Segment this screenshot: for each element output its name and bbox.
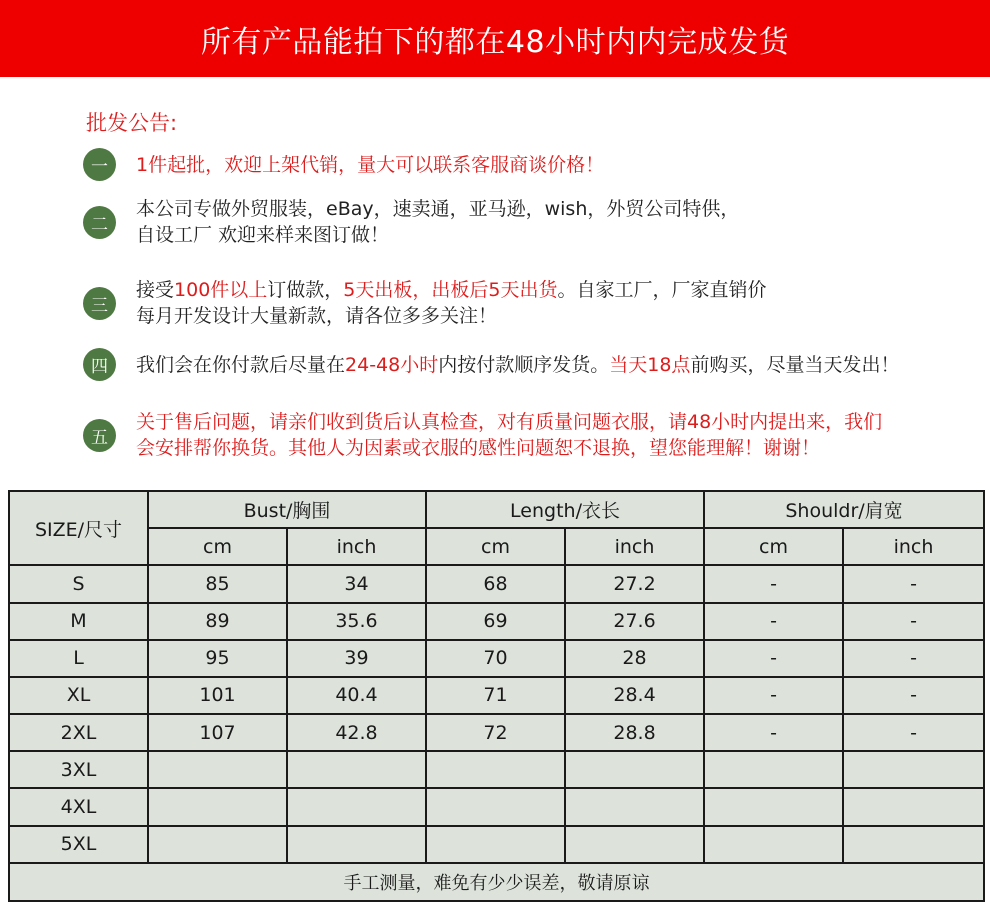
notice-line [136,196,739,222]
table-row [9,788,984,825]
highlight-text: 1件起批，欢迎上架代销，量大可以联系客服商谈价格！ [136,153,605,176]
plain-text: 自设工厂 欢迎来样来图订做！ [136,224,390,246]
unit-header: cm [704,528,843,565]
notice-text [136,277,767,329]
plain-text: 接受 [136,279,175,301]
highlight-text: 当天18点 [609,353,691,376]
group-header-length: Length/衣长 [426,491,704,528]
measure-cell [843,788,984,825]
notice-title: 批发公告: [86,111,178,135]
measure-cell [148,788,287,825]
measure-cell: 72 [426,714,565,751]
size-header: SIZE/尺寸 [9,491,148,565]
measure-cell [287,751,426,788]
measure-cell [704,826,843,863]
shipping-banner: 所有产品能拍下的都在48小时内内完成发货 [0,0,990,77]
measure-cell: 85 [148,565,287,602]
table-row [9,603,984,640]
table-row [9,826,984,863]
size-label-cell: M [9,603,148,640]
number-badge-icon: 一 [83,148,116,181]
notice-item [83,409,882,461]
measure-cell: 42.8 [287,714,426,751]
unit-header: cm [426,528,565,565]
measure-cell: 68 [426,565,565,602]
notice-text [136,352,899,378]
table-footer-row [9,863,984,901]
table-row [9,677,984,714]
notice-line [136,277,767,303]
notice-line [136,435,882,461]
measure-cell: - [704,640,843,677]
plain-text: 。自家工厂，厂家直销价 [557,279,767,301]
unit-header: inch [843,528,984,565]
notice-text [136,152,604,178]
measure-cell: 89 [148,603,287,640]
measure-cell: 107 [148,714,287,751]
notice-item [83,196,739,248]
unit-header: inch [287,528,426,565]
notice-text [136,196,739,248]
measure-cell [426,751,565,788]
size-label-cell: 4XL [9,788,148,825]
measure-cell [704,751,843,788]
measure-cell [843,751,984,788]
notice-item [83,277,767,329]
measure-cell: - [843,603,984,640]
size-label-cell: S [9,565,148,602]
measure-cell: 39 [287,640,426,677]
plain-text: 订做款， [267,279,344,301]
notice-text [136,409,882,461]
number-badge-icon: 二 [83,206,116,239]
measure-cell [843,826,984,863]
measure-cell [148,751,287,788]
measure-cell [148,826,287,863]
highlight-text: 100件以上 [174,279,268,301]
measure-cell: 34 [287,565,426,602]
measure-cell: - [843,714,984,751]
plain-text: 本公司专做外贸服装，eBay，速卖通，亚马逊，wish，外贸公司特供， [136,198,740,220]
measure-cell: 35.6 [287,603,426,640]
plain-text: 每月开发设计大量新款，请各位多多关注！ [136,305,498,327]
measure-cell [426,788,565,825]
highlight-text: 24-48小时 [345,353,439,376]
size-label-cell: 2XL [9,714,148,751]
group-header-shoulder: Shouldr/肩宽 [704,491,984,528]
measurement-note: 手工测量，难免有少少误差，敬请原谅 [9,863,984,901]
notice-line [136,303,767,329]
measure-cell: - [843,677,984,714]
table-row [9,565,984,602]
table-row [9,751,984,788]
notice-item [83,148,604,181]
size-label-cell: 3XL [9,751,148,788]
size-chart-table [8,490,985,902]
number-badge-icon: 三 [83,287,116,320]
size-label-cell: XL [9,677,148,714]
highlight-text: 5天出板，出板后5天出货 [343,279,558,301]
highlight-text: 会安排帮你换货。其他人为因素或衣服的感性问题恕不退换，望您能理解！谢谢！ [136,437,821,459]
measure-cell: 40.4 [287,677,426,714]
measure-cell [565,826,704,863]
measure-cell: - [704,565,843,602]
measure-cell: 71 [426,677,565,714]
measure-cell: 28.4 [565,677,704,714]
size-label-cell: L [9,640,148,677]
notice-line [136,409,882,435]
table-row [9,714,984,751]
group-header-bust: Bust/胸围 [148,491,426,528]
unit-header: cm [148,528,287,565]
measure-cell: 69 [426,603,565,640]
unit-header: inch [565,528,704,565]
notice-line [136,152,604,178]
measure-cell: 27.2 [565,565,704,602]
measure-cell: 27.6 [565,603,704,640]
measure-cell [287,788,426,825]
measure-cell: 95 [148,640,287,677]
measure-cell: 28.8 [565,714,704,751]
number-badge-icon: 四 [83,348,116,381]
notice-line [136,352,899,378]
measure-cell: - [843,640,984,677]
highlight-text: 关于售后问题，请亲们收到货后认真检查，对有质量问题衣服，请48小时内提出来，我们 [136,411,883,433]
measure-cell [565,751,704,788]
measure-cell [565,788,704,825]
plain-text: 内按付款顺序发货。 [438,353,610,376]
plain-text: 前购买，尽量当天发出！ [690,353,900,376]
measure-cell: - [704,603,843,640]
measure-cell: 28 [565,640,704,677]
measure-cell: - [704,714,843,751]
measure-cell [426,826,565,863]
measure-cell: 70 [426,640,565,677]
table-row [9,640,984,677]
notice-line [136,222,739,248]
size-label-cell: 5XL [9,826,148,863]
number-badge-icon: 五 [83,419,116,452]
measure-cell [287,826,426,863]
measure-cell: - [843,565,984,602]
plain-text: 我们会在你付款后尽量在 [136,353,346,376]
notice-item [83,348,899,381]
measure-cell [704,788,843,825]
measure-cell: 101 [148,677,287,714]
measure-cell: - [704,677,843,714]
